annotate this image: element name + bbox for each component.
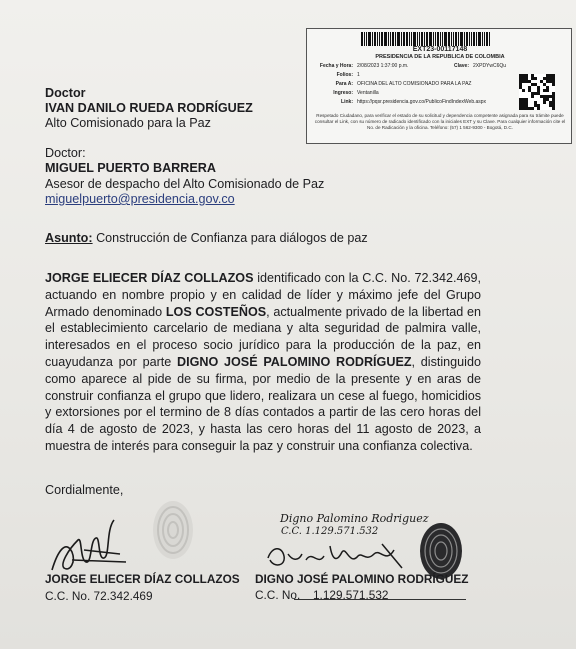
barcode-bar (379, 32, 380, 46)
signer2-id-label: C.C. No. (255, 588, 301, 602)
barcode-bar (458, 32, 459, 46)
barcode-bar (392, 32, 394, 46)
stamp-ingreso-label: Ingreso: (333, 90, 353, 96)
barcode-bar (429, 32, 432, 46)
recipient1-title: Alto Comisionado para la Paz (45, 116, 211, 130)
barcode-bar (460, 32, 463, 46)
qr-module (522, 89, 525, 92)
barcode-bar (406, 32, 408, 46)
recipient1-name: IVAN DANILO RUEDA RODRÍGUEZ (45, 101, 253, 115)
barcode-bar (433, 32, 434, 46)
barcode-bar (419, 32, 420, 46)
barcode-bar (411, 32, 412, 46)
barcode-bar (440, 32, 441, 46)
subject-text: Construcción de Confianza para diálogos de paz (96, 231, 368, 245)
filing-stamp (306, 28, 572, 144)
barcode-bar (413, 32, 416, 46)
barcode-bar (482, 32, 483, 46)
stamp-link-label: Link: (341, 99, 353, 105)
recipient2-name: MIGUEL PUERTO BARRERA (45, 161, 216, 175)
stamp-folios-value: 1 (357, 72, 360, 78)
barcode-bar (364, 32, 365, 46)
signer2-id-value: 1.129.571.532 (313, 588, 389, 602)
signer2-handwritten-id: C.C. 1.129.571.532 (281, 526, 379, 537)
barcode-bar (453, 32, 454, 46)
barcode-bar (366, 32, 367, 46)
signer2-id-underline (294, 599, 466, 600)
qr-module (531, 107, 534, 110)
recipient2-title: Asesor de despacho del Alto Comisionado de Paz (45, 177, 325, 191)
barcode-bar (489, 32, 490, 46)
stamp-para-value: OFICINA DEL ALTO COMISIONADO PARA LA PAZ (357, 81, 472, 87)
signature-2-icon (262, 540, 412, 574)
stamp-row-folios (313, 72, 360, 78)
stamp-clave-label: Clave: (453, 63, 469, 69)
barcode-bar (469, 32, 470, 46)
subject-label: Asunto: (45, 231, 93, 245)
barcode-bar (473, 32, 475, 46)
qr-module (552, 107, 555, 110)
barcode-bar (397, 32, 400, 46)
stamp-ingreso-value: Ventanilla (357, 90, 379, 96)
stamp-fecha-label: Fecha y Hora: (319, 63, 353, 69)
barcode-bar (484, 32, 485, 46)
barcode-bar (381, 32, 383, 46)
barcode-bar (448, 32, 450, 46)
barcode-bar (466, 32, 468, 46)
body-part3: , distinguido como aparece al pide de su firma, por medio de la presente y en aras de construir confianza el grupo que lidero, realizara un cese al fuego, homicidios y extorsiones por el termino de 8 días contados a partir de las cero horas del día 4 de agosto de 2023, y hasta las cero horas del 11 agosto de 2023, a muestra de interés para conseguir la paz y construir una confianza colectiva. (45, 354, 481, 453)
qr-module (531, 95, 534, 98)
barcode-bar (426, 32, 428, 46)
signature-1-icon (44, 510, 130, 580)
barcode-bar (421, 32, 423, 46)
closing: Cordialmente, (45, 483, 124, 497)
stamp-entity: PRESIDENCIA DE LA REPUBLICA DE COLOMBIA (375, 54, 505, 60)
stamp-clave-value: 2XPDYwC6Qu (473, 63, 507, 69)
stamp-para-label: Para A: (335, 81, 353, 87)
barcode-bar (435, 32, 436, 46)
stamp-row-fecha (313, 63, 408, 69)
body-group: LOS COSTEÑOS (165, 304, 267, 319)
qr-module (537, 107, 540, 110)
barcode-bar (455, 32, 457, 46)
fingerprint-1-icon (150, 497, 196, 563)
recipient2-email-link[interactable]: miguelpuerto@presidencia.gov.co (45, 192, 235, 206)
qr-module (546, 89, 549, 92)
qr-code-icon (519, 74, 555, 110)
barcode-bar (437, 32, 439, 46)
barcode-bar (424, 32, 425, 46)
body-part1: identificado con la C.C. No. 72.342.469, actuando en nombre propio y en calidad de líder y máximo jefe del Grupo Armado denominado (45, 271, 481, 319)
qr-module (552, 83, 555, 86)
stamp-folios-label: Folios: (336, 72, 353, 78)
qr-module (534, 77, 537, 80)
body-name1: JORGE ELIECER DÍAZ COLLAZOS (45, 271, 254, 285)
barcode-bar (478, 32, 481, 46)
stamp-fecha-value: 2/08/2023 1:37:00 p.m. (357, 63, 409, 69)
barcode-bar (390, 32, 391, 46)
barcode-bar (361, 32, 363, 46)
barcode-bar (451, 32, 452, 46)
body-paragraph (45, 270, 481, 455)
qr-module (543, 101, 546, 104)
barcode-bar (374, 32, 376, 46)
signer2-handwritten-name: Digno Palomino Rodriguez (280, 512, 429, 525)
stamp-link-value[interactable]: https://pqsr.presidencia.gov.co/PublicoFindIndexWeb.aspx (357, 99, 487, 105)
barcode (361, 32, 511, 46)
barcode-bar (464, 32, 465, 46)
barcode-bar (476, 32, 477, 46)
barcode-bar (388, 32, 389, 46)
barcode-bar (403, 32, 405, 46)
barcode-bar (417, 32, 418, 46)
barcode-bar (368, 32, 371, 46)
stamp-row-link (313, 99, 486, 105)
body-name2: DIGNO JOSÉ PALOMINO RODRÍGUEZ (177, 354, 412, 369)
signer1-name: JORGE ELIECER DÍAZ COLLAZOS (45, 572, 240, 586)
signer2-name: DIGNO JOSÉ PALOMINO RODRÍGUEZ (255, 572, 469, 586)
barcode-bar (486, 32, 488, 46)
body-part2: , actualmente privado de la libertad en el establecimiento carcelario de mediana y alta seguridad de palmira valle, interesados en el proceso socio jurídico para la producción de la paz, en cuayudanza por parte (45, 304, 482, 369)
barcode-bar (377, 32, 378, 46)
barcode-bar (395, 32, 396, 46)
barcode-bar (444, 32, 447, 46)
barcode-bar (442, 32, 443, 46)
barcode-bar (384, 32, 387, 46)
signer1-id: C.C. No. 72.342.469 (45, 589, 153, 603)
stamp-note: Respetado Ciudadano, para verificar el estado de su solicitud y dependencia competente asignada para su trámite puede consultar el Link, con su número de radicado identificado con la iniciales EXT y su Clave. Para cualquier información cite el No. de Radicación y la oficina. Teléfono: (57) 1 562-9300 - Bogotá, D.C. (314, 113, 566, 130)
stamp-row-ingreso (313, 90, 379, 96)
barcode-bar (401, 32, 402, 46)
recipient2-salutation: Doctor: (45, 146, 86, 160)
stamp-row-clave (447, 63, 506, 69)
recipient1-salutation: Doctor (45, 86, 86, 100)
stamp-row-para (313, 81, 471, 87)
barcode-bar (471, 32, 472, 46)
subject-line (45, 231, 368, 246)
radicado-number: EXT23-00117148 (412, 46, 468, 53)
barcode-bar (372, 32, 373, 46)
barcode-bar (409, 32, 410, 46)
